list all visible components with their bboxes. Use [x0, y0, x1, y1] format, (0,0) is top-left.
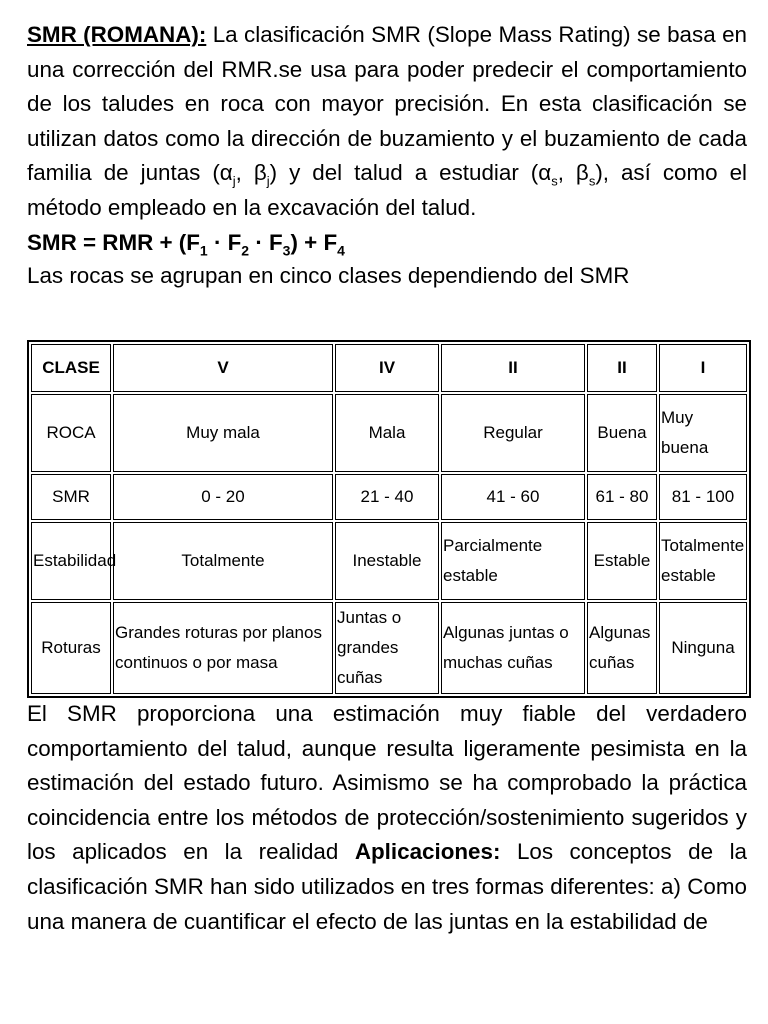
- document-page: [27, 18, 747, 292]
- table-row: [31, 522, 747, 600]
- table-row: [31, 474, 747, 520]
- table-cell: Muy buena: [659, 394, 747, 472]
- row-label: Roturas: [31, 602, 111, 694]
- table-cell: 21 - 40: [335, 474, 439, 520]
- table-cell: Totalmente estable: [659, 522, 747, 600]
- table-cell: Mala: [335, 394, 439, 472]
- row-label: ROCA: [31, 394, 111, 472]
- table-cell: 61 - 80: [587, 474, 657, 520]
- header-cell: I: [659, 344, 747, 392]
- table-row: [31, 394, 747, 472]
- table-cell: Parcialmente estable: [441, 522, 585, 600]
- table-cell: Inestable: [335, 522, 439, 600]
- table-cell: Totalmente: [113, 522, 333, 600]
- table-cell: Estable: [587, 522, 657, 600]
- header-cell: V: [113, 344, 333, 392]
- table-cell: Juntas o grandes cuñas: [335, 602, 439, 694]
- header-cell: IV: [335, 344, 439, 392]
- table-cell: 0 - 20: [113, 474, 333, 520]
- table-lead-text: Las rocas se agrupan en cinco clases dependiendo del SMR: [27, 263, 630, 289]
- table-cell: Algunas juntas o muchas cuñas: [441, 602, 585, 694]
- applications-heading: Aplicaciones:: [354, 839, 501, 865]
- table-header-row: [31, 344, 747, 392]
- table-cell: Ninguna: [659, 602, 747, 694]
- header-cell: II: [587, 344, 657, 392]
- closing-block: [27, 697, 747, 939]
- table-cell: Algunas cuñas: [587, 602, 657, 694]
- smr-formula: SMR = RMR + $(F_1 \cdot F_2 \cdot F_3) + F_4$: [27, 229, 345, 259]
- header-cell: CLASE: [31, 344, 111, 392]
- row-label: SMR: [31, 474, 111, 520]
- table-cell: Grandes roturas por planos continuos o por masa: [113, 602, 333, 694]
- intro-paragraph: SMR (ROMANA): La clasificación SMR (Slope Mass Rating) se basa en una corrección del RMR.se usa para poder predecir el comportamiento de los taludes en roca con mayor precisión. En esta clasificación se utilizan datos como la dirección de buzamiento y el buzamiento de cada familia de juntas ($\alpha_j$, $\beta_j$) y del talud a estudiar ($\alpha_s$, $\beta_s$), así como el método empleado en la excavación del talud.: [27, 22, 748, 220]
- table-cell: Buena: [587, 394, 657, 472]
- table-cell: Muy mala: [113, 394, 333, 472]
- table-row: [31, 602, 747, 694]
- table-cell: 81 - 100: [659, 474, 747, 520]
- smr-classes-table: [27, 340, 751, 698]
- closing-paragraph: El SMR proporciona una estimación muy fiable del verdadero comportamiento del talud, aunque resulta ligeramente pesimista en la estimación del estado futuro. Asimismo se ha comprobado la práctica coincidencia entre los métodos de protección/sostenimiento sugeridos y los aplicados en la realidad Aplicaciones: Los conceptos de la clasificación SMR han sido utilizados en tres formas diferentes: a) Como una manera de cuantificar el efecto de las juntas en la estabilidad de: [27, 701, 747, 934]
- table-cell: 41 - 60: [441, 474, 585, 520]
- table-cell: Regular: [441, 394, 585, 472]
- row-label: Estabilidad: [31, 522, 111, 600]
- header-cell: II: [441, 344, 585, 392]
- section-title: SMR (ROMANA):: [27, 22, 207, 47]
